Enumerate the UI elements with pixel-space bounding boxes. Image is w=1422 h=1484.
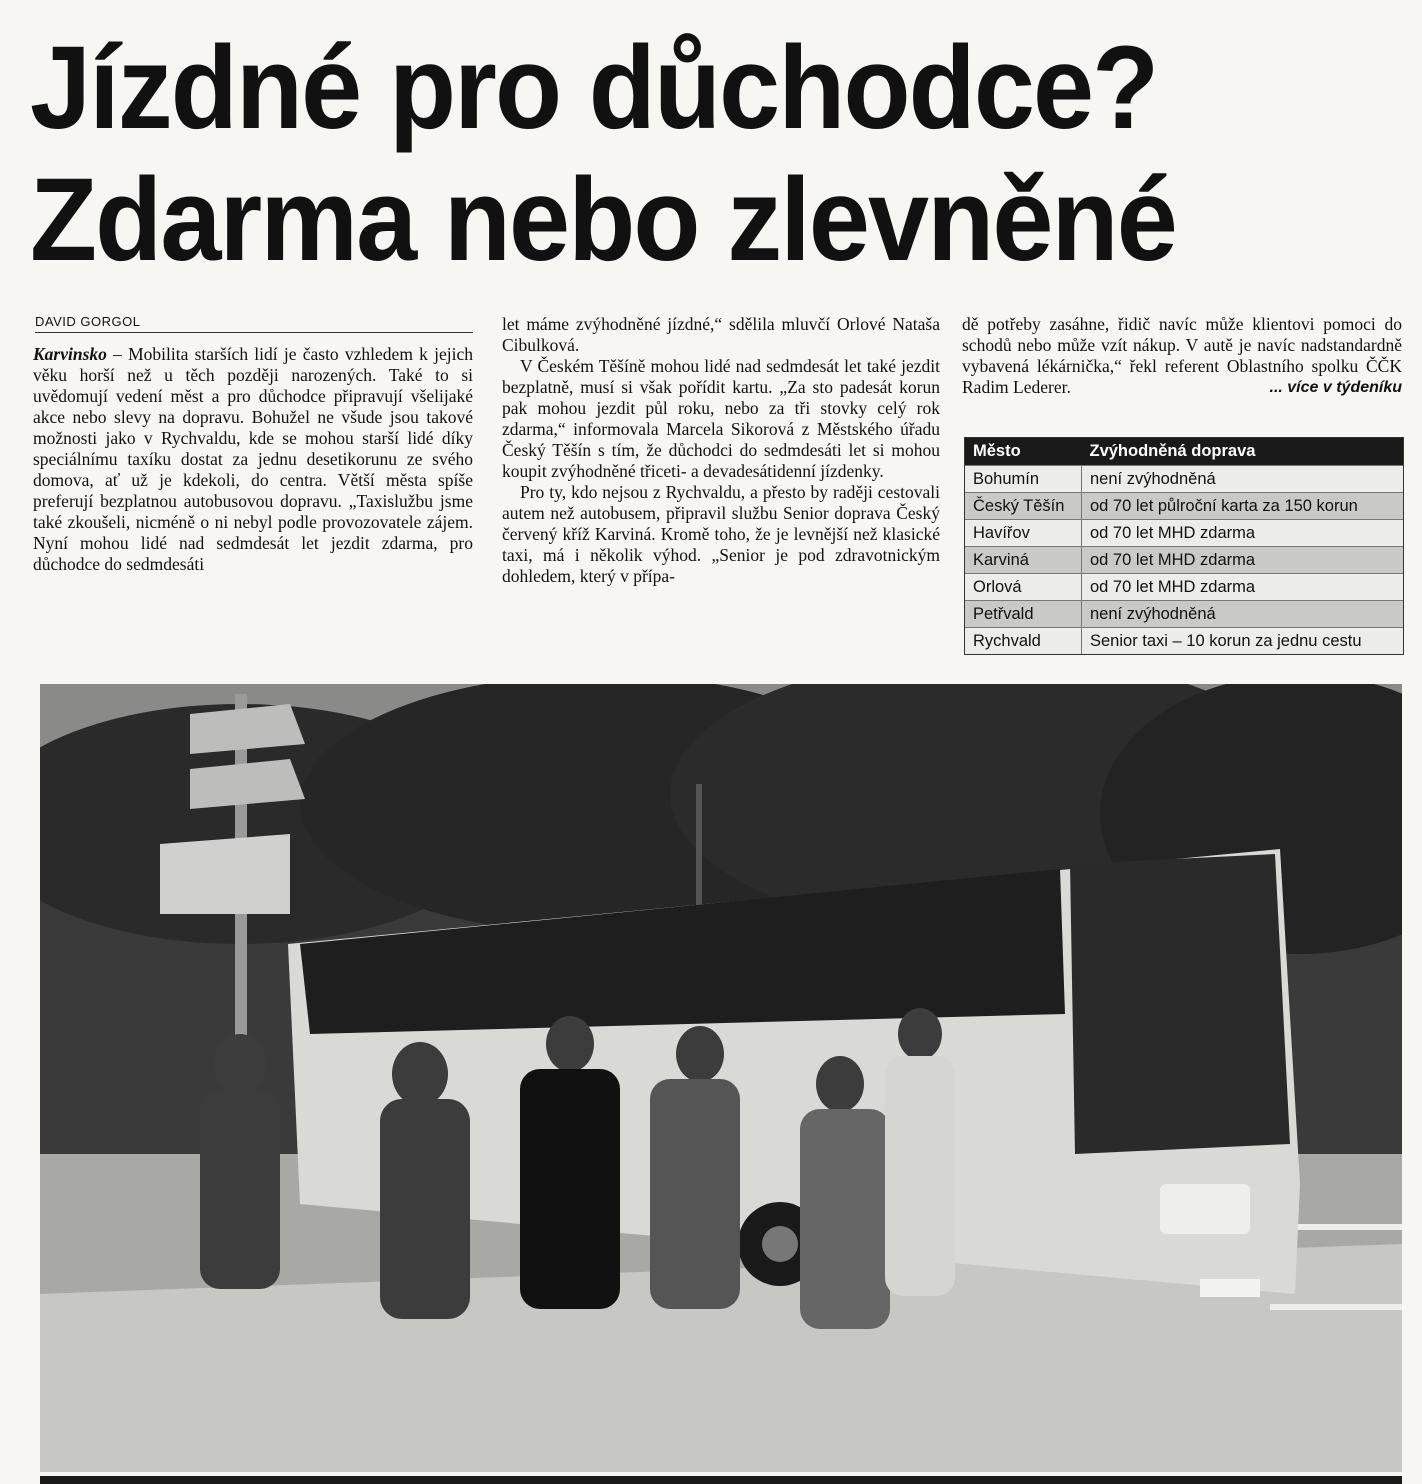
table-cell-city: Karviná xyxy=(965,547,1082,574)
column-header-city: Město xyxy=(965,438,1082,466)
headline xyxy=(30,22,1313,286)
table-row xyxy=(965,466,1403,493)
article-column-2 xyxy=(502,314,940,587)
paragraph-text: – Mobilita starších lidí je často vzhledem k jejich věku horší než u těch později narozených. Také to si uvědomují vedení měst a pro důchodce připravují všelijaké akce nebo slevy na dopravu. Bohužel ne všude jsou takové možnosti jako v Rychvaldu, kde se mohou starší lidé díky speciálnímu taxíku dostat za jednu desetikorunu ze svého domova, ať už je kdekoli, do centra. Větší města spíše preferují bezplatnou autobusovou dopravu. „Taxislužbu jsme také zkoušeli, nicméně o ni nebyl podle provozovatele zájem. Nyní mohou lidé nad sedmdesát let jezdit zdarma, pro důchodce do sedmdesáti xyxy=(33,344,473,574)
table-cell-city: Orlová xyxy=(965,574,1082,601)
byline: DAVID GORGOL xyxy=(35,314,473,333)
table-cell-discount: od 70 let MHD zdarma xyxy=(1082,520,1404,547)
headline-line-2: Zdarma nebo zlevněné xyxy=(30,154,1176,286)
bottom-rule xyxy=(40,1476,1402,1484)
table-cell-city: Bohumín xyxy=(965,466,1082,493)
table-row xyxy=(965,628,1403,655)
table-row xyxy=(965,601,1403,628)
table-row xyxy=(965,574,1403,601)
more-in-weekly-link[interactable]: ... více v týdeníku xyxy=(1269,379,1402,396)
paragraph: V Českém Těšíně mohou lidé nad sedmdesát let také jezdit bezplatně, musí si však pořídit kartu. „Za sto padesát korun pak mohou jezdit půl roku, nebo za tři stovky celý rok zdarma,“ informovala Marcela Sikorová z Městského úřadu Český Těšín s tím, že důchodci do sedmdesáti let si mohou koupit zvýhodněné třiceti- a devadesátidenní jízdenky. xyxy=(502,356,940,481)
dateline: Karvinsko xyxy=(33,344,107,364)
paragraph: let máme zvýhodněné jízdné,“ sdělila mluvčí Orlové Nataša Cibulková. xyxy=(502,314,940,355)
table-cell-discount: od 70 let půlroční karta za 150 korun xyxy=(1082,493,1404,520)
article-column-1 xyxy=(33,344,473,575)
article-column-3 xyxy=(962,314,1402,398)
column-header-discount: Zvýhodněná doprava xyxy=(1082,438,1404,466)
table-cell-discount: od 70 let MHD zdarma xyxy=(1082,574,1404,601)
table-cell-city: Petřvald xyxy=(965,601,1082,628)
bus-stop-photo xyxy=(40,684,1402,1472)
table-cell-discount: není zvýhodněná xyxy=(1082,601,1404,628)
table-row xyxy=(965,520,1403,547)
paragraph xyxy=(33,344,473,575)
transport-discount-table xyxy=(964,437,1404,655)
table-cell-city: Havířov xyxy=(965,520,1082,547)
table-cell-discount: od 70 let MHD zdarma xyxy=(1082,547,1404,574)
photo-illustration xyxy=(40,684,1402,1472)
paragraph: dě potřeby zasáhne, řidič navíc může klientovi pomoci do schodů nebo může vzít nákup. V autě je navíc nadstandardně vybavená lékárnička,“ řekl referent Oblastního spolku ČČK Radim Lederer. xyxy=(962,314,1402,397)
headline-line-1: Jízdné pro důchodce? xyxy=(30,22,1158,154)
table-cell-discount: Senior taxi – 10 korun za jednu cestu xyxy=(1082,628,1404,655)
table-row xyxy=(965,547,1403,574)
table-cell-city: Český Těšín xyxy=(965,493,1082,520)
table-cell-city: Rychvald xyxy=(965,628,1082,655)
table-row xyxy=(965,493,1403,520)
paragraph: Pro ty, kdo nejsou z Rychvaldu, a přesto by raději cestovali autem než autobusem, připravil službu Senior doprava Český červený kříž Karviná. Kromě toho, že je levnější než klasické taxi, má i několik výhod. „Senior je pod zdravotnickým dohledem, který v přípa- xyxy=(502,482,940,586)
table-header-row xyxy=(965,438,1403,466)
table-cell-discount: není zvýhodněná xyxy=(1082,466,1404,493)
